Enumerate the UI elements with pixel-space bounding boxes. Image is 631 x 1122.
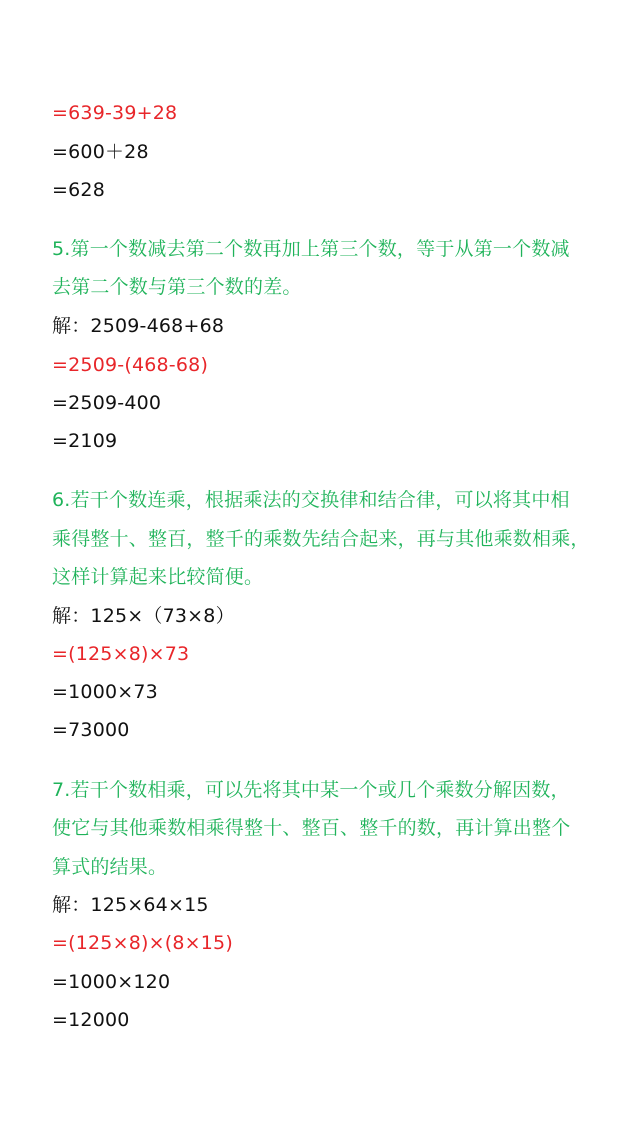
rule-6-text: 6.若干个数连乘，根据乘法的交换律和结合律，可以将其中相 [52,489,570,511]
solution-heading: 解：125×（73×8） [52,605,235,627]
rule-7-text: 7.若干个数相乘，可以先将其中某一个或几个乘数分解因数， [52,779,570,801]
rule-6-text: 这样计算起来比较简便。 [52,566,264,588]
solution-heading: 解：2509-468+68 [52,315,225,337]
calc-step: =(125×8)×(8×15) [52,932,233,954]
calc-step: =2509-400 [52,392,162,414]
calc-result: =12000 [52,1009,130,1031]
rule-7-text: 使它与其他乘数相乘得整十、整百、整千的数，再计算出整个 [52,817,571,839]
calc-step: =1000×73 [52,681,158,703]
rule-5-text: 去第二个数与第三个数的差。 [52,276,302,298]
rule-6-text: 乘得整十、整百，整千的乘数先结合起来，再与其他乘数相乘， [52,528,590,550]
calc-step: =(125×8)×73 [52,643,190,665]
calc-result: =2109 [52,430,118,452]
rule-5-text: 5.第一个数减去第二个数再加上第三个数，等于从第一个数减 [52,238,570,260]
calc-step: =639-39+28 [52,102,178,124]
calc-step: =1000×120 [52,971,171,993]
calc-step: =600＋28 [52,141,149,163]
calc-result: =73000 [52,719,130,741]
calc-step: =2509-(468-68) [52,354,209,376]
rule-7-text: 算式的结果。 [52,856,168,878]
solution-heading: 解：125×64×15 [52,894,209,916]
calc-result: =628 [52,179,105,201]
